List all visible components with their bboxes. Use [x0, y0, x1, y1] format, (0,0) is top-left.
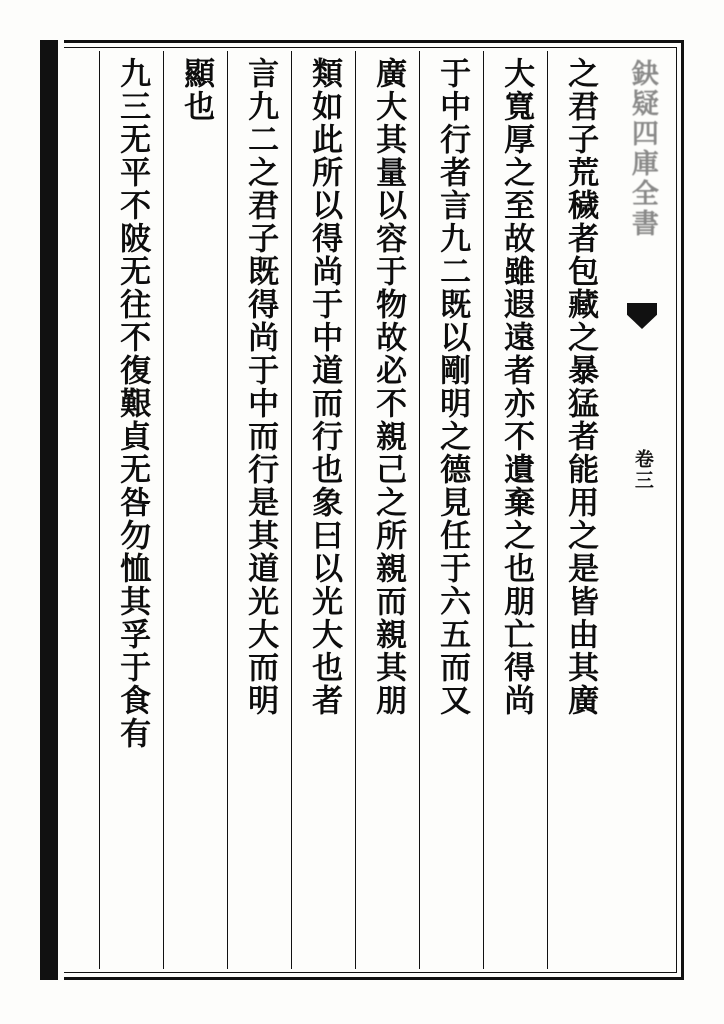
text-column-2 — [483, 51, 547, 969]
column-text: 大寬厚之至故雖遐遠者亦不遺棄之也朋亡得尚 — [498, 57, 535, 717]
column-text: 類如此所以得尚于中道而行也象曰以光大也者 — [306, 57, 343, 717]
column-text: 顯也 — [178, 57, 215, 123]
text-column-3 — [419, 51, 483, 969]
column-text: 九三无平不陂无往不復艱貞无咎勿恤其孚于食有 — [114, 57, 151, 750]
text-column-5 — [291, 51, 355, 969]
faint-header-text: 鈌疑四庫全書 — [626, 59, 658, 239]
text-column-8 — [99, 51, 163, 969]
column-text: 于中行者言九二既以剛明之德見任于六五而又 — [434, 57, 471, 717]
column-text: 之君子荒穢者包藏之暴猛者能用之是皆由其廣 — [562, 57, 599, 717]
binding-edge-bar — [40, 40, 58, 980]
block-frame — [40, 40, 684, 980]
text-columns — [51, 51, 673, 969]
text-column-7 — [163, 51, 227, 969]
text-column-4 — [355, 51, 419, 969]
text-column-6 — [227, 51, 291, 969]
volume-label: 卷三 — [631, 449, 654, 491]
column-text: 言九二之君子既得尚于中而行是其道光大而明 — [242, 57, 279, 717]
fishtail-ornament-icon — [627, 303, 657, 329]
margin-column — [611, 51, 673, 969]
binding-edge-gap — [58, 40, 64, 980]
column-text: 廣大其量以容于物故必不親己之所親而親其朋 — [370, 57, 407, 717]
text-column-1 — [547, 51, 611, 969]
